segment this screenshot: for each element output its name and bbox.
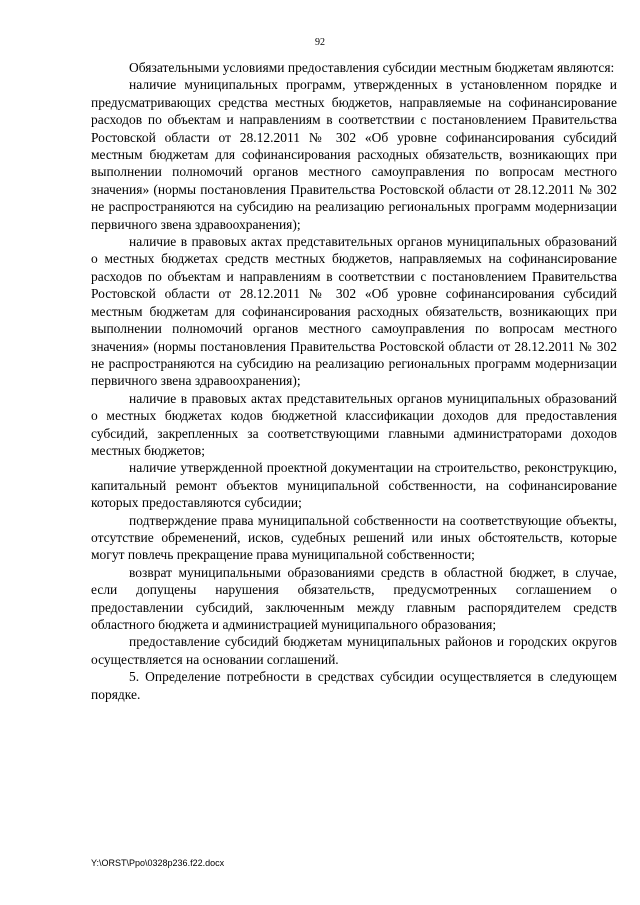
footer-file-path: Y:\ORST\Ppo\0328p236.f22.docx xyxy=(91,858,225,868)
paragraph-condition-budget-codes: наличие в правовых актах представительных органов муниципальных образований о местных бюджетах кодов бюджетной классификации доходов для предоставления субсидий, закрепленных за соответствующими главными администраторами доходов местных бюджетов; xyxy=(91,390,617,458)
paragraph-condition-programs: наличие муниципальных программ, утвержденных в установленном порядке и предусматривающих средства местных бюджетов, направляемые на софинансирование расходов по объектам и направлениям в соответствии с постановлением Правительства Ростовской области от 28.12.2011 № 302 «Об уровне софинансирования субсидий местным бюджетам для софинансирования расходных обязательств, возникающих при выполнении полномочий органов местного самоуправления по вопросам местного значения» (нормы постановления Правительства Ростовской области от 28.12.2011 № 302 не распространяются на субсидию на реализацию региональных программ модернизации первичного звена здравоохранения); xyxy=(91,77,617,232)
document-body xyxy=(91,59,617,703)
paragraph-condition-budget-acts: наличие в правовых актах представительных органов муниципальных образований о местных бюджетах средств местных бюджетов, направляемых на софинансирование расходов по объектам и направлениям в соответствии с постановлением Правительства Ростовской области от 28.12.2011 № 302 «Об уровне софинансирования субсидий местным бюджетам для софинансирования расходных обязательств, возникающих при выполнении полномочий органов местного самоуправления по вопросам местного значения» (нормы постановления Правительства Ростовской области от 28.12.2011 № 302 не распространяются на субсидию на реализацию региональных программ модернизации первичного звена здравоохранения); xyxy=(91,234,617,389)
paragraph-agreements: предоставление субсидий бюджетам муниципальных районов и городских округов осуществляется на основании соглашений. xyxy=(91,634,617,667)
paragraph-condition-project-docs: наличие утвержденной проектной документации на строительство, реконструкцию, капитальный ремонт объектов муниципальной собственности, на софинансирование которых предоставляются субсидии; xyxy=(91,460,617,511)
paragraph-condition-refund: возврат муниципальными образованиями средств в областной бюджет, в случае, если допущены нарушения обязательств, предусмотренных соглашением о предоставлении субсидий, заключенным между главным распорядителем средств областного бюджета и администрацией муниципального образования; xyxy=(91,564,617,632)
paragraph-item-5: 5. Определение потребности в средствах субсидии осуществляется в следующем порядке. xyxy=(91,669,617,702)
paragraph-intro: Обязательными условиями предоставления субсидии местным бюджетам являются: xyxy=(129,60,615,75)
paragraph-condition-ownership: подтверждение права муниципальной собственности на соответствующие объекты, отсутствие обременений, исков, судебных решений или иных обстоятельств, которые могут повлечь прекращение права муниципальной собственности; xyxy=(91,512,617,563)
page-number: 92 xyxy=(315,37,325,48)
